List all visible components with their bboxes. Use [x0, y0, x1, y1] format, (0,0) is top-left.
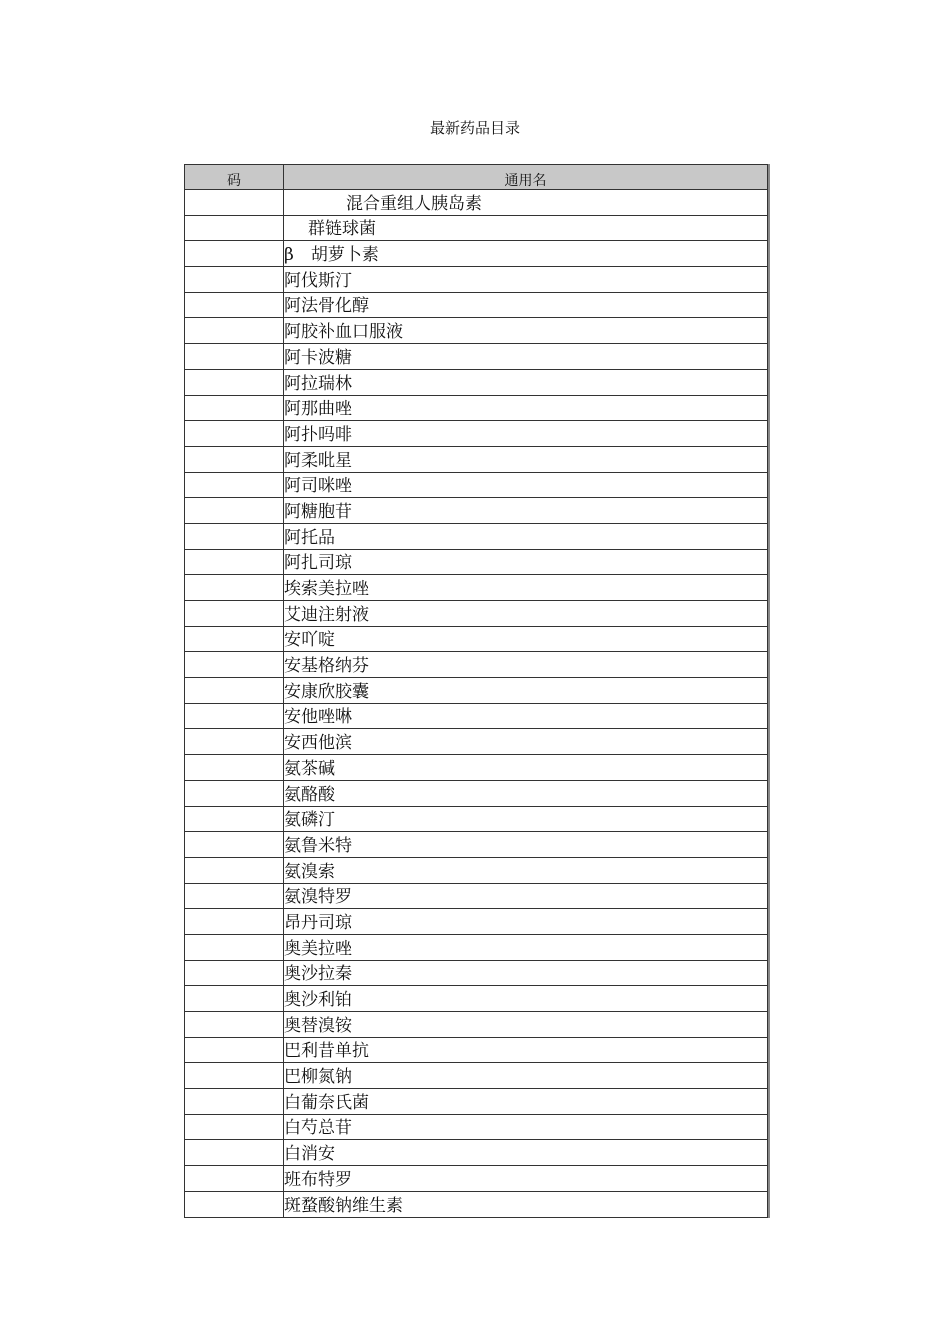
cell-generic-name: 阿胶补血口服液: [284, 318, 768, 344]
cell-code: [185, 883, 284, 909]
table-row: [185, 395, 768, 421]
table-row: [185, 1140, 768, 1166]
cell-code: [185, 832, 284, 858]
table-row: [185, 215, 768, 241]
table-row: [185, 369, 768, 395]
table-row: [185, 241, 768, 267]
cell-code: [185, 523, 284, 549]
cell-code: [185, 960, 284, 986]
cell-code: [185, 652, 284, 678]
cell-generic-name: 阿卡波糖: [284, 344, 768, 370]
cell-generic-name: 昂丹司琼: [284, 909, 768, 935]
table-row: [185, 523, 768, 549]
cell-generic-name: 奥沙利铂: [284, 986, 768, 1012]
table-row: [185, 652, 768, 678]
cell-code: [185, 1037, 284, 1063]
cell-code: [185, 267, 284, 293]
cell-generic-name: 斑蝥酸钠维生素: [284, 1191, 768, 1217]
cell-generic-name: 安基格纳芬: [284, 652, 768, 678]
table-row: [185, 883, 768, 909]
table-row: [185, 267, 768, 293]
cell-generic-name: 阿扑吗啡: [284, 421, 768, 447]
cell-generic-name: 氨酪酸: [284, 780, 768, 806]
cell-generic-name: 巴柳氮钠: [284, 1063, 768, 1089]
table-row: [185, 575, 768, 601]
cell-generic-name: 班布特罗: [284, 1166, 768, 1192]
cell-generic-name: 氨鲁米特: [284, 832, 768, 858]
table-row: [185, 190, 768, 216]
cell-code: [185, 934, 284, 960]
cell-code: [185, 703, 284, 729]
cell-code: [185, 1012, 284, 1038]
table-row: [185, 1114, 768, 1140]
cell-code: [185, 344, 284, 370]
cell-code: [185, 1191, 284, 1217]
cell-code: [185, 626, 284, 652]
cell-code: [185, 601, 284, 627]
cell-generic-name: 阿那曲唑: [284, 395, 768, 421]
cell-generic-name: 白消安: [284, 1140, 768, 1166]
cell-generic-name: 奥替溴铵: [284, 1012, 768, 1038]
table-row: [185, 1063, 768, 1089]
cell-code: [185, 780, 284, 806]
table-row: [185, 626, 768, 652]
table-row: [185, 780, 768, 806]
cell-generic-name: 白芍总苷: [284, 1114, 768, 1140]
cell-code: [185, 292, 284, 318]
table-row: [185, 1089, 768, 1115]
table-row: [185, 549, 768, 575]
drug-catalog-table: [184, 164, 768, 1218]
cell-code: [185, 1114, 284, 1140]
cell-generic-name: 氨溴索: [284, 857, 768, 883]
table-row: [185, 344, 768, 370]
cell-generic-name: 巴利昔单抗: [284, 1037, 768, 1063]
cell-generic-name: 阿糖胞苷: [284, 498, 768, 524]
cell-generic-name: 群链球菌: [284, 215, 768, 241]
table-row: [185, 755, 768, 781]
cell-code: [185, 318, 284, 344]
cell-code: [185, 1166, 284, 1192]
cell-code: [185, 1089, 284, 1115]
table-row: [185, 292, 768, 318]
table-row: [185, 1166, 768, 1192]
cell-generic-name: 奥沙拉秦: [284, 960, 768, 986]
cell-generic-name: 安他唑啉: [284, 703, 768, 729]
cell-code: [185, 909, 284, 935]
cell-code: [185, 241, 284, 267]
table-row: [185, 472, 768, 498]
cell-code: [185, 446, 284, 472]
cell-generic-name: β 胡萝卜素: [284, 241, 768, 267]
table-row: [185, 678, 768, 704]
cell-code: [185, 755, 284, 781]
header-code: 码: [185, 165, 284, 190]
cell-generic-name: 氨溴特罗: [284, 883, 768, 909]
table-row: [185, 832, 768, 858]
cell-generic-name: 阿柔吡星: [284, 446, 768, 472]
cell-code: [185, 575, 284, 601]
header-generic-name: 通用名: [284, 165, 768, 190]
cell-generic-name: 奥美拉唑: [284, 934, 768, 960]
table-row: [185, 729, 768, 755]
cell-generic-name: 阿法骨化醇: [284, 292, 768, 318]
table-row: [185, 446, 768, 472]
cell-generic-name: 阿拉瑞林: [284, 369, 768, 395]
cell-generic-name: 阿伐斯汀: [284, 267, 768, 293]
cell-generic-name: 阿托品: [284, 523, 768, 549]
cell-generic-name: 安西他滨: [284, 729, 768, 755]
table-row: [185, 1037, 768, 1063]
table-row: [185, 1191, 768, 1217]
table-row: [185, 498, 768, 524]
cell-code: [185, 549, 284, 575]
table-row: [185, 703, 768, 729]
table-row: [185, 1012, 768, 1038]
cell-code: [185, 729, 284, 755]
table-row: [185, 318, 768, 344]
cell-code: [185, 1063, 284, 1089]
cell-generic-name: 埃索美拉唑: [284, 575, 768, 601]
cell-generic-name: 阿扎司琼: [284, 549, 768, 575]
cell-code: [185, 806, 284, 832]
table-header-row: [185, 165, 768, 190]
cell-code: [185, 421, 284, 447]
cell-generic-name: 艾迪注射液: [284, 601, 768, 627]
cell-generic-name: 氨磷汀: [284, 806, 768, 832]
cell-code: [185, 369, 284, 395]
cell-code: [185, 190, 284, 216]
table-row: [185, 986, 768, 1012]
table-row: [185, 857, 768, 883]
table-row: [185, 601, 768, 627]
cell-generic-name: 安康欣胶囊: [284, 678, 768, 704]
table-row: [185, 909, 768, 935]
cell-code: [185, 857, 284, 883]
table-row: [185, 806, 768, 832]
cell-code: [185, 986, 284, 1012]
cell-generic-name: 混合重组人胰岛素: [284, 190, 768, 216]
cell-code: [185, 472, 284, 498]
cell-code: [185, 678, 284, 704]
cell-generic-name: 阿司咪唑: [284, 472, 768, 498]
table-row: [185, 421, 768, 447]
cell-generic-name: 安吖啶: [284, 626, 768, 652]
cell-code: [185, 395, 284, 421]
cell-generic-name: 白葡奈氏菌: [284, 1089, 768, 1115]
cell-generic-name: 氨茶碱: [284, 755, 768, 781]
table-row: [185, 960, 768, 986]
cell-code: [185, 1140, 284, 1166]
table-row: [185, 934, 768, 960]
page-title: 最新药品目录: [429, 119, 520, 137]
cell-code: [185, 215, 284, 241]
cell-code: [185, 498, 284, 524]
